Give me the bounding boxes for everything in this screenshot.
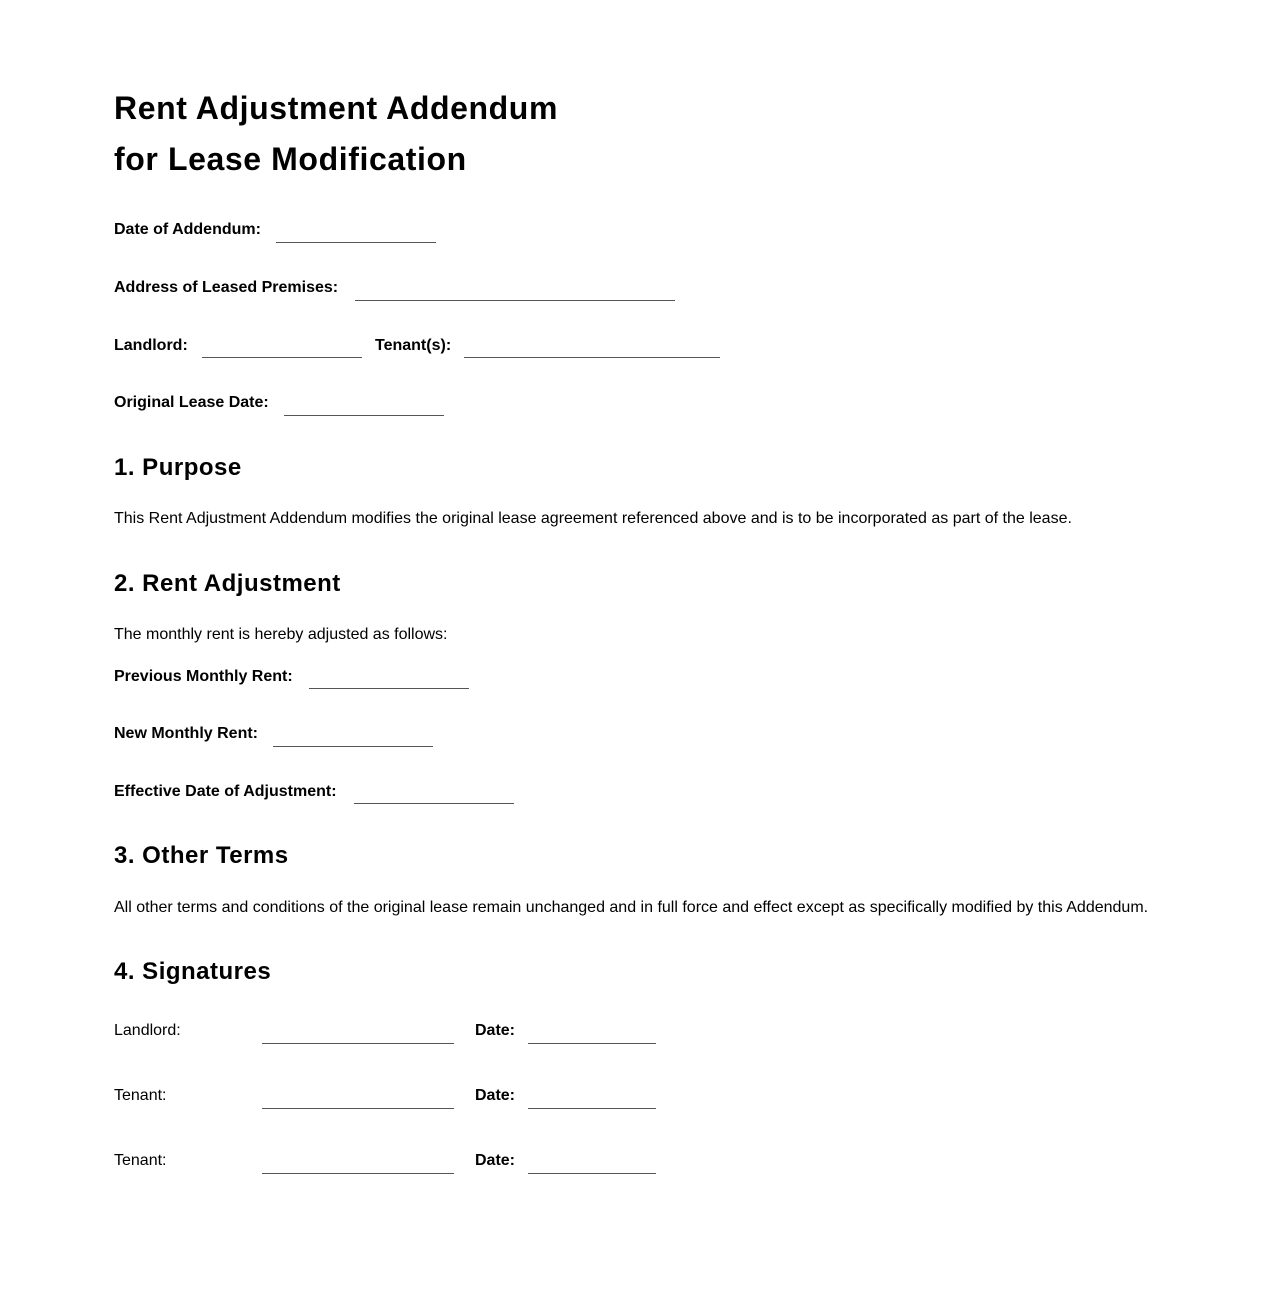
signature-date-label: Date: — [475, 1087, 516, 1104]
signature-date-label: Date: — [475, 1152, 516, 1169]
tenant-1-signature-date-field[interactable] — [528, 1108, 656, 1109]
tenants-label: Tenant(s): — [375, 337, 452, 354]
original-lease-date-field[interactable] — [284, 415, 444, 416]
other-terms-text: All other terms and conditions of the original lease remain unchanged and in full force and effect except as specifically modified by this Addendum. — [114, 899, 1149, 916]
other-terms-heading: 3. Other Terms — [114, 842, 289, 869]
previous-rent-field[interactable] — [309, 688, 469, 689]
previous-rent-label: Previous Monthly Rent: — [114, 668, 293, 685]
address-label: Address of Leased Premises: — [114, 279, 339, 296]
tenant-1-signature-field[interactable] — [262, 1108, 454, 1109]
signature-party-label: Tenant: — [114, 1152, 167, 1169]
rent-adjustment-intro: The monthly rent is hereby adjusted as follows: — [114, 626, 448, 643]
address-field[interactable] — [355, 300, 675, 301]
effective-date-label: Effective Date of Adjustment: — [114, 783, 337, 800]
document-title-line-1: Rent Adjustment Addendum — [114, 90, 559, 126]
new-rent-label: New Monthly Rent: — [114, 725, 258, 742]
original-lease-date-label: Original Lease Date: — [114, 394, 269, 411]
new-rent-field[interactable] — [273, 746, 433, 747]
date-of-addendum-field[interactable] — [276, 242, 436, 243]
signature-date-label: Date: — [475, 1022, 516, 1039]
landlord-signature-field[interactable] — [262, 1043, 454, 1044]
signature-party-label: Tenant: — [114, 1087, 167, 1104]
tenant-2-signature-field[interactable] — [262, 1173, 454, 1174]
signatures-heading: 4. Signatures — [114, 958, 272, 985]
date-of-addendum-label: Date of Addendum: — [114, 221, 261, 238]
landlord-label: Landlord: — [114, 337, 188, 354]
signature-party-label: Landlord: — [114, 1022, 181, 1039]
landlord-signature-date-field[interactable] — [528, 1043, 656, 1044]
document-title-line-2: for Lease Modification — [114, 141, 467, 177]
tenant-2-signature-date-field[interactable] — [528, 1173, 656, 1174]
addendum-document — [114, 0, 1214, 1300]
purpose-text: This Rent Adjustment Addendum modifies the original lease agreement referenced above and is to be incorporated as part of the lease. — [114, 510, 1072, 527]
effective-date-field[interactable] — [354, 803, 514, 804]
purpose-heading: 1. Purpose — [114, 454, 242, 481]
tenants-field[interactable] — [464, 357, 720, 358]
landlord-field[interactable] — [202, 357, 362, 358]
rent-adjustment-heading: 2. Rent Adjustment — [114, 570, 341, 597]
